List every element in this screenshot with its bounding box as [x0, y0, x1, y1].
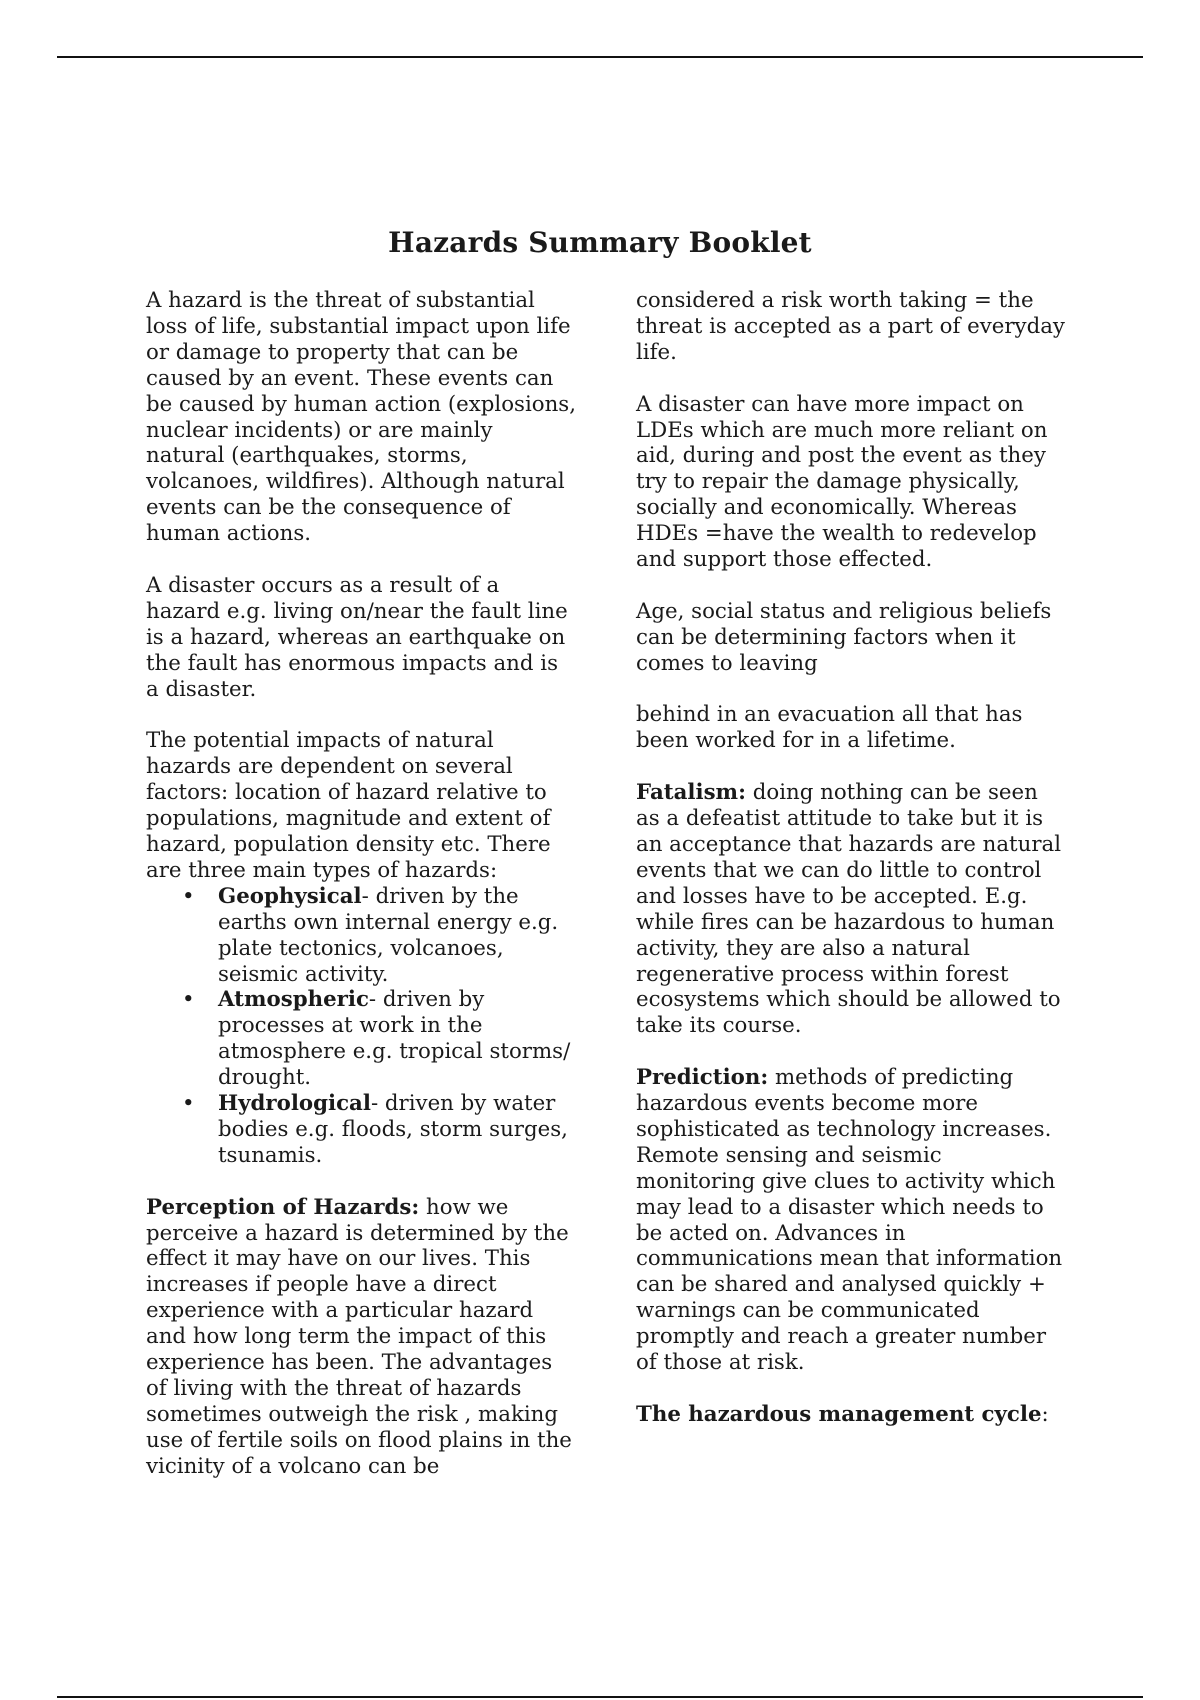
- evacuation-continuation-paragraph: behind in an evacuation all that has been worked for in a lifetime.: [636, 702, 1023, 754]
- list-item-geophysical: [182, 883, 576, 988]
- prediction-text: methods of predicting hazardous events become more sophisticated as technology increases. Remote sensing and seismic monitoring give clues to activity which may lead to a disaster which needs to be acted on. Advances in communications mean that information can be shared and analysed quickly + warnings can be communicated promptly and reach a greater number of those at risk.: [636, 1065, 1063, 1376]
- management-cycle-suffix: :: [1041, 1401, 1049, 1427]
- evacuation-factors-paragraph: Age, social status and religious beliefs can be determining factors when it comes to leaving: [636, 598, 1052, 676]
- type-term: Geophysical: [218, 883, 362, 909]
- list-item-atmospheric: [182, 987, 576, 1091]
- bottom-rule: [57, 1696, 1143, 1698]
- type-description: - driven by processes at work in the atmosphere e.g. tropical storms/ drought.: [218, 987, 571, 1091]
- fatalism-heading: Fatalism:: [636, 780, 746, 806]
- hazard-definition-paragraph: A hazard is the threat of substantial loss of life, substantial impact upon life or damage to property that can be caused by an event. These events can be caused by human action (explosions, nuclear incidents) or are mainly natural (earthquakes, storms, volcanoes, wildfires). Although natural events can be the consequence of human actions.: [146, 288, 576, 547]
- bullet-icon: •: [182, 1091, 195, 1117]
- prediction-paragraph: [636, 1065, 1066, 1376]
- list-item-hydrological: [182, 1091, 576, 1169]
- hazard-types-list: [146, 884, 576, 1169]
- lde-hde-paragraph: A disaster can have more impact on LDEs which are much more reliant on aid, during and post the event as they try to repair the damage physically, socially and economically. Whereas HDEs =have the wealth to redevelop and support those effected.: [636, 391, 1048, 573]
- perception-paragraph: [146, 1195, 576, 1480]
- disaster-definition-paragraph: A disaster occurs as a result of a hazard e.g. living on/near the fault line is a hazard, whereas an earthquake on the fault has enormous impacts and is a disaster.: [146, 572, 568, 702]
- impacts-paragraph: The potential impacts of natural hazards are dependent on several factors: location of hazard relative to populations, magnitude and extent of hazard, population density etc. There are three main types of hazards:: [146, 728, 551, 883]
- risk-accepted-paragraph: considered a risk worth taking = the threat is accepted as a part of everyday life.: [636, 288, 1065, 365]
- bullet-icon: •: [182, 883, 195, 909]
- fatalism-paragraph: [636, 780, 1066, 1039]
- perception-heading: Perception of Hazards:: [146, 1194, 420, 1220]
- bullet-icon: •: [182, 987, 195, 1013]
- fatalism-text: doing nothing can be seen as a defeatist attitude to take but it is an acceptance that hazards are natural events that we can do little to control and losses have to be accepted. E.g. while fires can be hazardous to human activity, they are also a natural regenerative process within forest ecosystems which should be allowed to take its course.: [636, 780, 1062, 1039]
- page-title: Hazards Summary Booklet: [388, 226, 812, 259]
- management-cycle-heading: The hazardous management cycle: [636, 1401, 1042, 1427]
- top-rule: [57, 56, 1143, 58]
- management-cycle-heading-paragraph: [636, 1402, 1066, 1428]
- right-column: [636, 288, 1066, 1428]
- type-term: Hydrological: [218, 1091, 371, 1117]
- perception-text: how we perceive a hazard is determined by the effect it may have on our lives. This increases if people have a direct experience with a particular hazard and how long term the impact of this experience has been. The advantages of living with the threat of hazards sometimes outweigh the risk , making use of fertile soils on flood plains in the vicinity of a volcano can be: [146, 1194, 572, 1479]
- type-description: - driven by the earths own internal energy e.g. plate tectonics, volcanoes, seismic activity.: [218, 883, 559, 987]
- type-term: Atmospheric: [218, 987, 369, 1013]
- left-column: [146, 288, 576, 1480]
- prediction-heading: Prediction:: [636, 1065, 769, 1091]
- type-description: - driven by water bodies e.g. floods, storm surges, tsunamis.: [218, 1091, 568, 1168]
